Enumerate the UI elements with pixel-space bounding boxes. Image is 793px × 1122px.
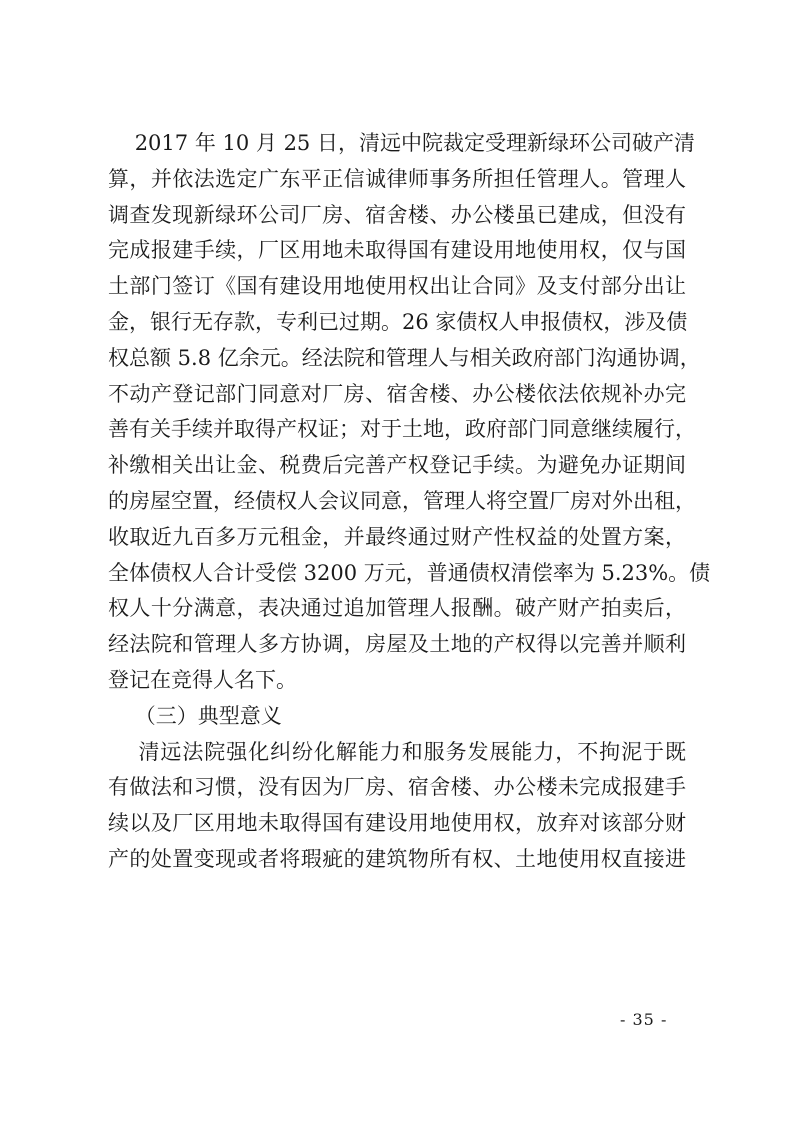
- text-line: 调查发现新绿环公司厂房、宿舍楼、办公楼虽已建成，但没有: [108, 202, 686, 227]
- text-line: 善有关手续并取得产权证；对于土地，政府部门同意继续履行，: [108, 417, 696, 442]
- text-line: 算，并依法选定广东平正信诚律师事务所担任管理人。管理人: [108, 166, 686, 191]
- text-line: 登记在竞得人名下。: [108, 667, 297, 692]
- section-heading: （三）典型意义: [108, 703, 282, 728]
- text-line: 经法院和管理人多方协调，房屋及土地的产权得以完善并顺利: [108, 632, 686, 657]
- text-line: 金，银行无存款，专利已过期。26 家债权人申报债权，涉及债: [108, 309, 688, 334]
- page-number: - 35 -: [620, 1010, 668, 1029]
- paragraph-case-facts: [108, 126, 711, 699]
- text-line: 续以及厂区用地未取得国有建设用地使用权，放弃对该部分财: [108, 811, 686, 836]
- text-line: 全体债权人合计受偿 3200 万元，普通债权清偿率为 5.23%。债: [108, 560, 711, 585]
- text-line: 产的处置变现或者将瑕疵的建筑物所有权、土地使用权直接进: [108, 846, 686, 871]
- text-line: 有做法和习惯，没有因为厂房、宿舍楼、办公楼未完成报建手: [108, 775, 686, 800]
- text-line: 的房屋空置，经债权人会议同意，管理人将空置厂房对外出租，: [108, 488, 696, 513]
- text-line: 权总额 5.8 亿余元。经法院和管理人与相关政府部门沟通协调，: [108, 345, 701, 370]
- paragraph-significance: [108, 735, 686, 878]
- text-line: 清远法院强化纠纷化解能力和服务发展能力，不拘泥于既: [108, 739, 686, 764]
- text-line: 不动产登记部门同意对厂房、宿舍楼、办公楼依法依规补办完: [108, 381, 686, 406]
- text-line: 收取近九百多万元租金，并最终通过财产性权益的处置方案，: [108, 524, 686, 549]
- text-line: 权人十分满意，表决通过追加管理人报酬。破产财产拍卖后，: [108, 596, 686, 621]
- text-line: 补缴相关出让金、税费后完善产权登记手续。为避免办证期间: [108, 453, 686, 478]
- text-line: 土部门签订《国有建设用地使用权出让合同》及支付部分出让: [108, 274, 686, 299]
- text-line: 2017 年 10 月 25 日，清远中院裁定受理新绿环公司破产清: [108, 131, 695, 155]
- text-line: 完成报建手续，厂区用地未取得国有建设用地使用权，仅与国: [108, 238, 686, 263]
- document-body: [108, 126, 711, 878]
